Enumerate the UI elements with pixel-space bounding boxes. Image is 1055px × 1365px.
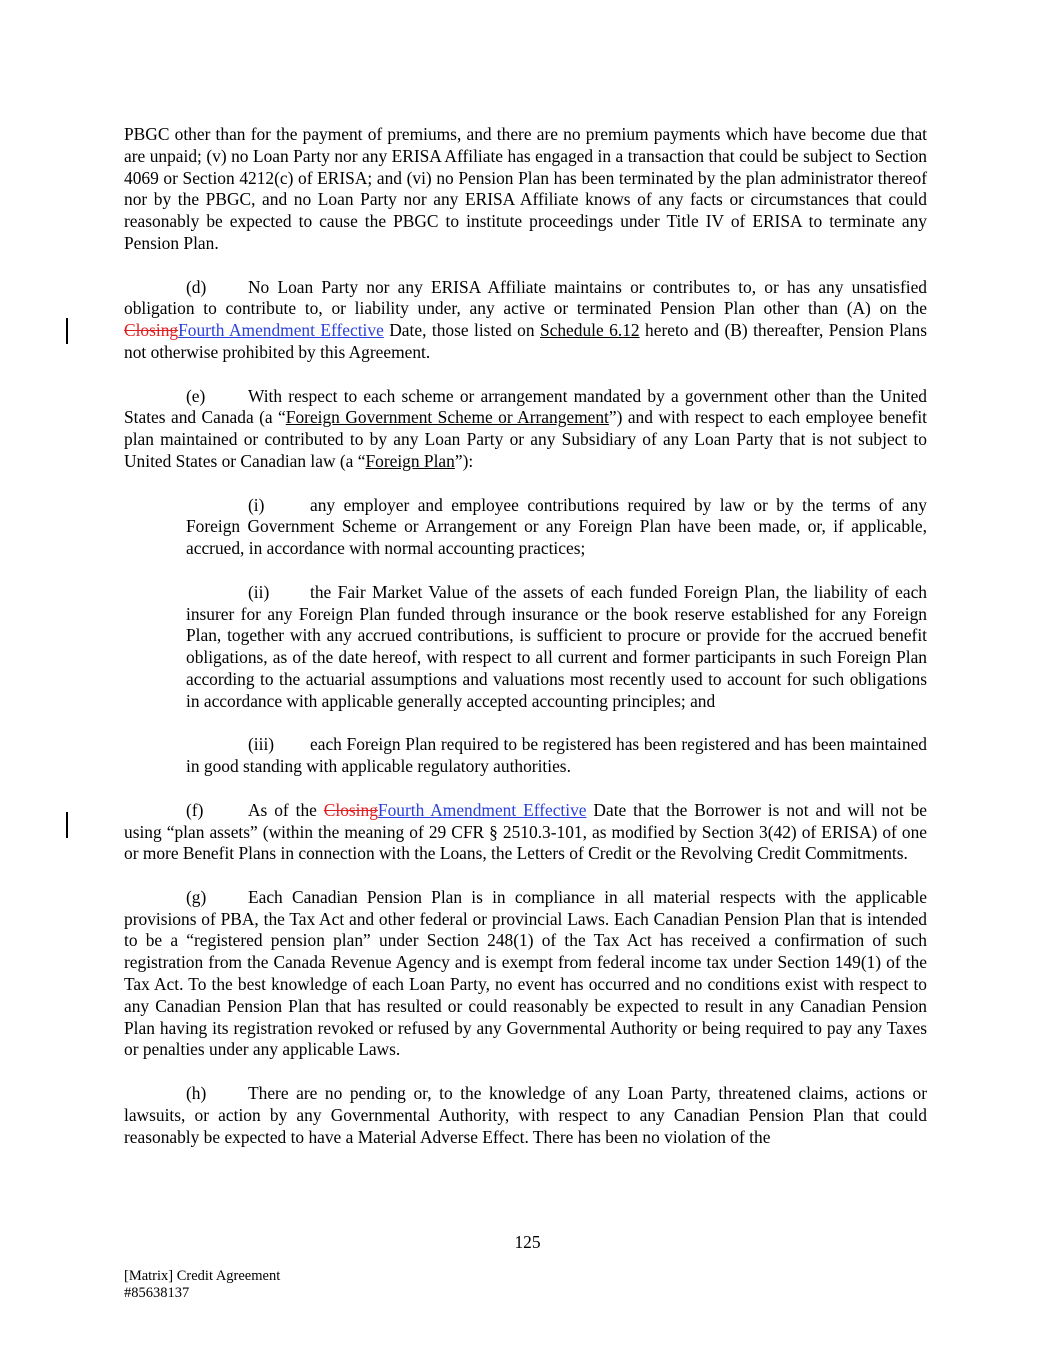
footer-document-title: [Matrix] Credit Agreement [124, 1268, 281, 1284]
subparagraph-label: (ii) [248, 581, 270, 602]
paragraph-g: (g) Each Canadian Pension Plan is in compliance in all material respects with the applicable provisions of PBA, the Tax Act and other federal or provincial Laws. Each Canadian Pension Plan that is intended to be a “registered pension plan” under Section 248(1) of the Tax Act has received a confirmation of such registration from the Canada Revenue Agency and is exempt from federal income tax under Section 149(1) of the Tax Act. To the best knowledge of each Loan Party, no event has occurred and no conditions exist with respect to any Canadian Pension Plan that has resulted or could reasonably be expected to result in any Canadian Pension Plan having its registration revoked or refused by any Governmental Authority or being required to pay any Taxes or penalties under any applicable Laws. [124, 886, 927, 1060]
paragraph-intro: PBGC other than for the payment of premiums, and there are no premium payments which have become due that are unpaid; (v) no Loan Party nor any ERISA Affiliate has engaged in a transaction that could be subject to Section 4069 or Section 4212(c) of ERISA; and (vi) no Pension Plan has been terminated by the plan administrator thereof nor by the PBGC, and no Loan Party nor any ERISA Affiliate knows of any facts or circumstances that could reasonably be expected to cause the PBGC to institute proceedings under Title IV of ERISA to terminate any Pension Plan. [124, 124, 927, 253]
paragraph-h: (h) There are no pending or, to the knowledge of any Loan Party, threatened claims, actions or lawsuits, or action by any Governmental Authority, with respect to any Canadian Pension Plan that could reasonably be expected to have a Material Adverse Effect. There has been no violation of the [124, 1083, 927, 1147]
change-bar [66, 318, 68, 344]
footer-document-id: #85638137 [124, 1285, 190, 1301]
document-body [124, 124, 927, 1148]
inserted-text: Fourth Amendment Effective [178, 320, 384, 341]
paragraph-f: (f) As of the ClosingFourth Amendment Effective Date that the Borrower is not and will not be using “plan assets” (within the meaning of 29 CFR § 2510.3-101, as modified by Section 3(42) of ERISA) of one or more Benefit Plans in connection with the Loans, the Letters of Credit or the Revolving Credit Commitments. [124, 799, 927, 864]
paragraph-e: (e) With respect to each scheme or arrangement mandated by a government other than the United States and Canada (a “Foreign Government Scheme or Arrangement”) and with respect to each employee benefit plan maintained or contributed to by any Loan Party or any Subsidiary of any Loan Party that is not subject to United States or Canadian law (a “Foreign Plan”): [124, 385, 927, 471]
defined-term: Foreign Government Scheme or Arrangement [285, 407, 609, 428]
page-number: 125 [514, 1232, 541, 1252]
subparagraph-iii: (iii) each Foreign Plan required to be registered has been registered and has been maintained in good standing with applicable regulatory authorities. [186, 734, 927, 777]
defined-term: Foreign Plan [365, 450, 455, 471]
paragraph-label: (d) [186, 276, 207, 297]
paragraph-d: (d) No Loan Party nor any ERISA Affiliate maintains or contributes to, or has any unsatisfied obligation to contribute to, or liability under, any active or terminated Pension Plan other than (A) on the ClosingFourth Amendment Effective Date, those listed on Schedule 6.12 hereto and (B) thereafter, Pension Plans not otherwise prohibited by this Agreement. [124, 276, 927, 362]
paragraph-label: (g) [186, 886, 207, 907]
subparagraph-label: (i) [248, 494, 265, 515]
deleted-text: Closing [124, 320, 179, 341]
change-bar [66, 812, 68, 838]
subparagraph-i: (i) any employer and employee contributions required by law or by the terms of any Foreign Government Scheme or Arrangement or any Foreign Plan have been made, or, if applicable, accrued, in accordance with normal accounting practices; [186, 494, 927, 559]
paragraph-label: (f) [186, 799, 204, 820]
subparagraph-label: (iii) [248, 734, 275, 755]
paragraph-label: (h) [186, 1083, 207, 1104]
inserted-text: Fourth Amendment Effective [377, 799, 587, 820]
footer [124, 1268, 280, 1302]
subparagraph-ii: (ii) the Fair Market Value of the assets of each funded Foreign Plan, the liability of each insurer for any Foreign Plan funded through insurance or the book reserve established for any Foreign Plan, together with any accrued contributions, is sufficient to procure or provide for the accrued benefit obligations, as of the date hereof, with respect to all current and former participants in such Foreign Plan according to the actuarial assumptions and valuations most recently used to account for such obligations in accordance with applicable generally accepted accounting principles; and [186, 581, 927, 711]
schedule-reference: Schedule 6.12 [539, 320, 640, 341]
paragraph-label: (e) [186, 385, 206, 406]
deleted-text: Closing [323, 799, 378, 820]
